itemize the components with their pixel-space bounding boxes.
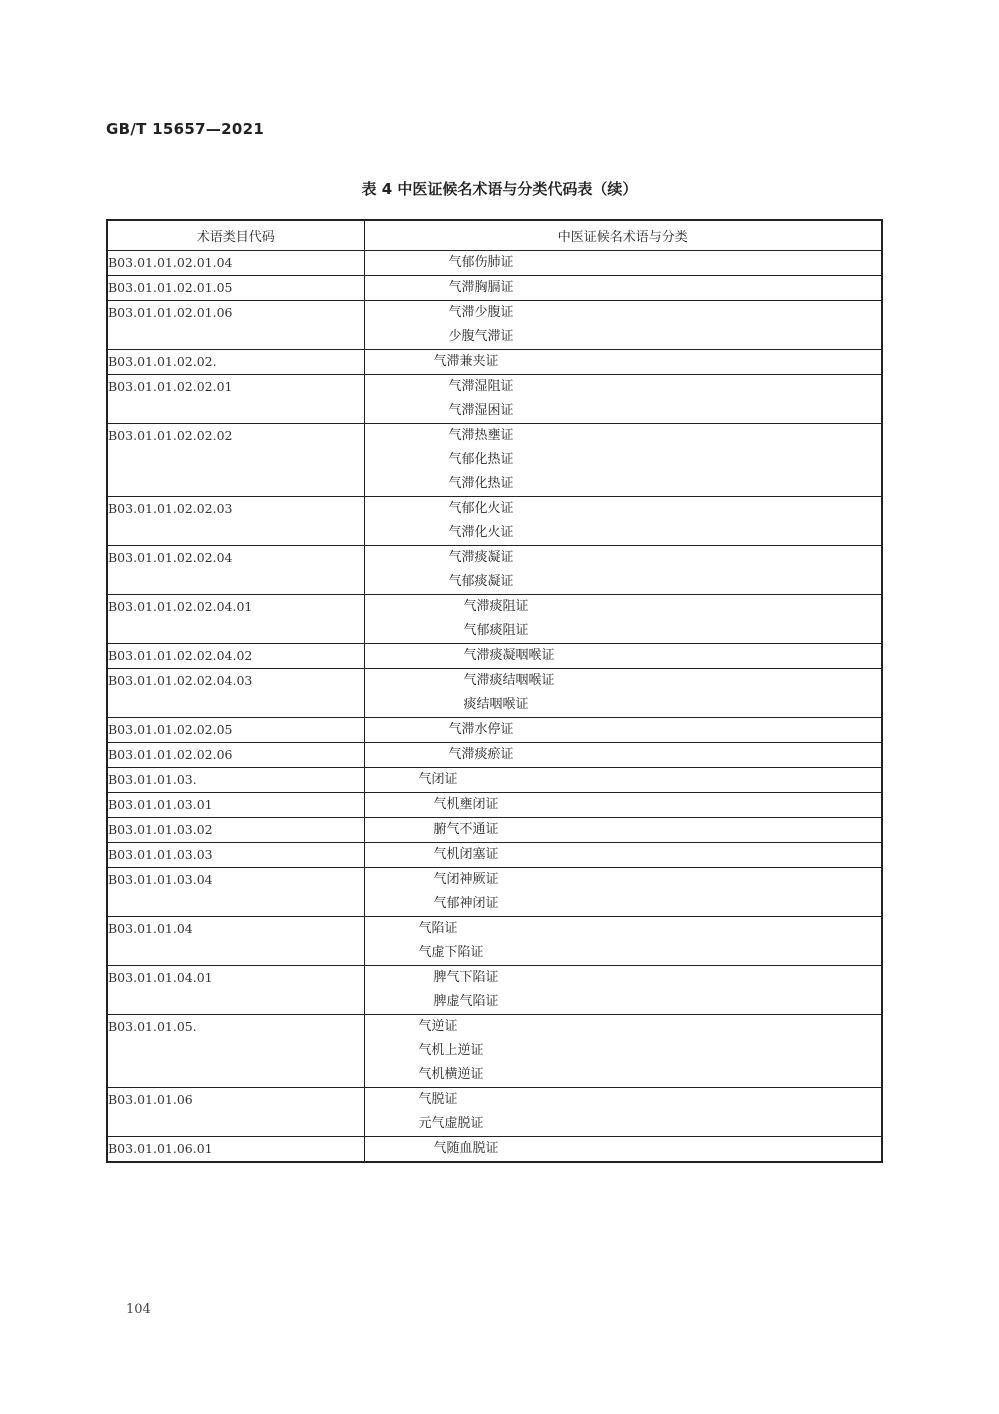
table-row (107, 251, 882, 276)
table-row (107, 868, 882, 917)
syndrome-term: 气机横逆证 (418, 1067, 484, 1082)
term-code-cell: B03.01.01.04 (107, 917, 364, 966)
syndrome-term: 气滞湿困证 (448, 403, 514, 418)
syndrome-term: 气郁伤肺证 (448, 255, 514, 270)
term-names-cell (364, 768, 882, 793)
term-names-cell (364, 546, 882, 595)
syndrome-term: 气郁化火证 (448, 501, 514, 516)
table-row (107, 843, 882, 868)
term-code-cell: B03.01.01.02.02.04 (107, 546, 364, 595)
syndrome-term: 腑气不通证 (433, 822, 499, 837)
table-row (107, 1015, 882, 1088)
table-row (107, 276, 882, 301)
syndrome-term: 气滞痰瘀证 (448, 747, 514, 762)
term-names-cell (364, 843, 882, 868)
term-names-cell (364, 1015, 882, 1088)
syndrome-term: 气滞胸膈证 (448, 280, 514, 295)
syndrome-term: 气随血脱证 (433, 1141, 499, 1156)
term-code-cell: B03.01.01.02.01.06 (107, 301, 364, 350)
syndrome-term: 元气虚脱证 (418, 1116, 484, 1131)
term-names-cell (364, 818, 882, 843)
table-row (107, 917, 882, 966)
table-row (107, 718, 882, 743)
term-names-cell (364, 868, 882, 917)
table-row (107, 966, 882, 1015)
term-names-cell (364, 793, 882, 818)
syndrome-term: 气滞痰结咽喉证 (463, 673, 555, 688)
table-row (107, 375, 882, 424)
table-row (107, 424, 882, 497)
syndrome-term: 痰结咽喉证 (463, 697, 529, 712)
term-code-cell: B03.01.01.02.02.06 (107, 743, 364, 768)
term-code-cell: B03.01.01.03. (107, 768, 364, 793)
term-names-cell (364, 276, 882, 301)
table-row (107, 1088, 882, 1137)
term-names-cell (364, 1137, 882, 1163)
term-code-cell: B03.01.01.03.04 (107, 868, 364, 917)
term-names-cell (364, 644, 882, 669)
table-row (107, 595, 882, 644)
term-names-cell (364, 301, 882, 350)
term-code-cell: B03.01.01.02.02. (107, 350, 364, 375)
term-names-cell (364, 718, 882, 743)
table-row (107, 1137, 882, 1163)
syndrome-term: 气机上逆证 (418, 1043, 484, 1058)
term-names-cell (364, 350, 882, 375)
syndrome-term: 少腹气滞证 (448, 329, 514, 344)
syndrome-term: 气滞热壅证 (448, 428, 514, 443)
table-row (107, 301, 882, 350)
term-names-cell (364, 251, 882, 276)
term-names-cell (364, 669, 882, 718)
syndrome-term: 气郁化热证 (448, 452, 514, 467)
syndrome-term: 气滞化热证 (448, 476, 514, 491)
table-body (107, 251, 882, 1163)
term-code-cell: B03.01.01.02.02.05 (107, 718, 364, 743)
table-row (107, 743, 882, 768)
term-names-cell (364, 424, 882, 497)
syndrome-term: 气陷证 (418, 921, 458, 936)
syndrome-term: 气滞痰凝咽喉证 (463, 648, 555, 663)
syndrome-term: 气滞痰凝证 (448, 550, 514, 565)
term-names-cell (364, 743, 882, 768)
page-number: 104 (126, 1302, 151, 1317)
syndrome-term: 气虚下陷证 (418, 945, 484, 960)
term-code-cell: B03.01.01.03.03 (107, 843, 364, 868)
syndrome-term: 气闭神厥证 (433, 872, 499, 887)
syndrome-term: 气郁痰凝证 (448, 574, 514, 589)
syndrome-term: 气滞化火证 (448, 525, 514, 540)
table-row (107, 546, 882, 595)
term-code-cell: B03.01.01.02.02.01 (107, 375, 364, 424)
syndrome-term: 气滞湿阻证 (448, 379, 514, 394)
syndrome-term: 气逆证 (418, 1019, 458, 1034)
term-code-cell: B03.01.01.06.01 (107, 1137, 364, 1163)
term-names-cell (364, 1088, 882, 1137)
syndrome-term: 气机闭塞证 (433, 847, 499, 862)
table-row (107, 768, 882, 793)
table-row (107, 350, 882, 375)
term-names-cell (364, 375, 882, 424)
table-row (107, 793, 882, 818)
syndrome-term: 气郁痰阻证 (463, 623, 529, 638)
term-code-cell: B03.01.01.03.01 (107, 793, 364, 818)
syndrome-term: 脾虚气陷证 (433, 994, 499, 1009)
standard-code: GB/T 15657—2021 (106, 120, 265, 138)
syndrome-term: 气滞兼夹证 (433, 354, 499, 369)
table-caption: 表 4 中医证候名术语与分类代码表（续） (361, 180, 638, 198)
syndrome-term: 气滞痰阻证 (463, 599, 529, 614)
table-row (107, 497, 882, 546)
term-names-cell (364, 497, 882, 546)
table-header-row (107, 220, 882, 251)
term-names-cell (364, 595, 882, 644)
term-code-cell: B03.01.01.02.02.03 (107, 497, 364, 546)
syndrome-term: 气脱证 (418, 1092, 458, 1107)
table-row (107, 669, 882, 718)
syndrome-term: 气滞少腹证 (448, 305, 514, 320)
syndrome-term: 脾气下陷证 (433, 970, 499, 985)
term-code-cell: B03.01.01.02.01.05 (107, 276, 364, 301)
table-row (107, 818, 882, 843)
term-names-cell (364, 966, 882, 1015)
term-code-cell: B03.01.01.02.01.04 (107, 251, 364, 276)
term-names-cell (364, 917, 882, 966)
term-code-cell: B03.01.01.02.02.04.02 (107, 644, 364, 669)
term-code-cell: B03.01.01.02.02.02 (107, 424, 364, 497)
term-code-cell: B03.01.01.04.01 (107, 966, 364, 1015)
column-header-terms: 中医证候名术语与分类 (364, 220, 882, 251)
term-code-cell: B03.01.01.05. (107, 1015, 364, 1088)
term-classification-table (106, 219, 883, 1163)
column-header-code: 术语类目代码 (107, 220, 364, 251)
syndrome-term: 气机壅闭证 (433, 797, 499, 812)
term-code-cell: B03.01.01.06 (107, 1088, 364, 1137)
term-code-cell: B03.01.01.02.02.04.03 (107, 669, 364, 718)
syndrome-term: 气闭证 (418, 772, 458, 787)
term-code-cell: B03.01.01.02.02.04.01 (107, 595, 364, 644)
syndrome-term: 气滞水停证 (448, 722, 514, 737)
syndrome-term: 气郁神闭证 (433, 896, 499, 911)
term-code-cell: B03.01.01.03.02 (107, 818, 364, 843)
table-row (107, 644, 882, 669)
